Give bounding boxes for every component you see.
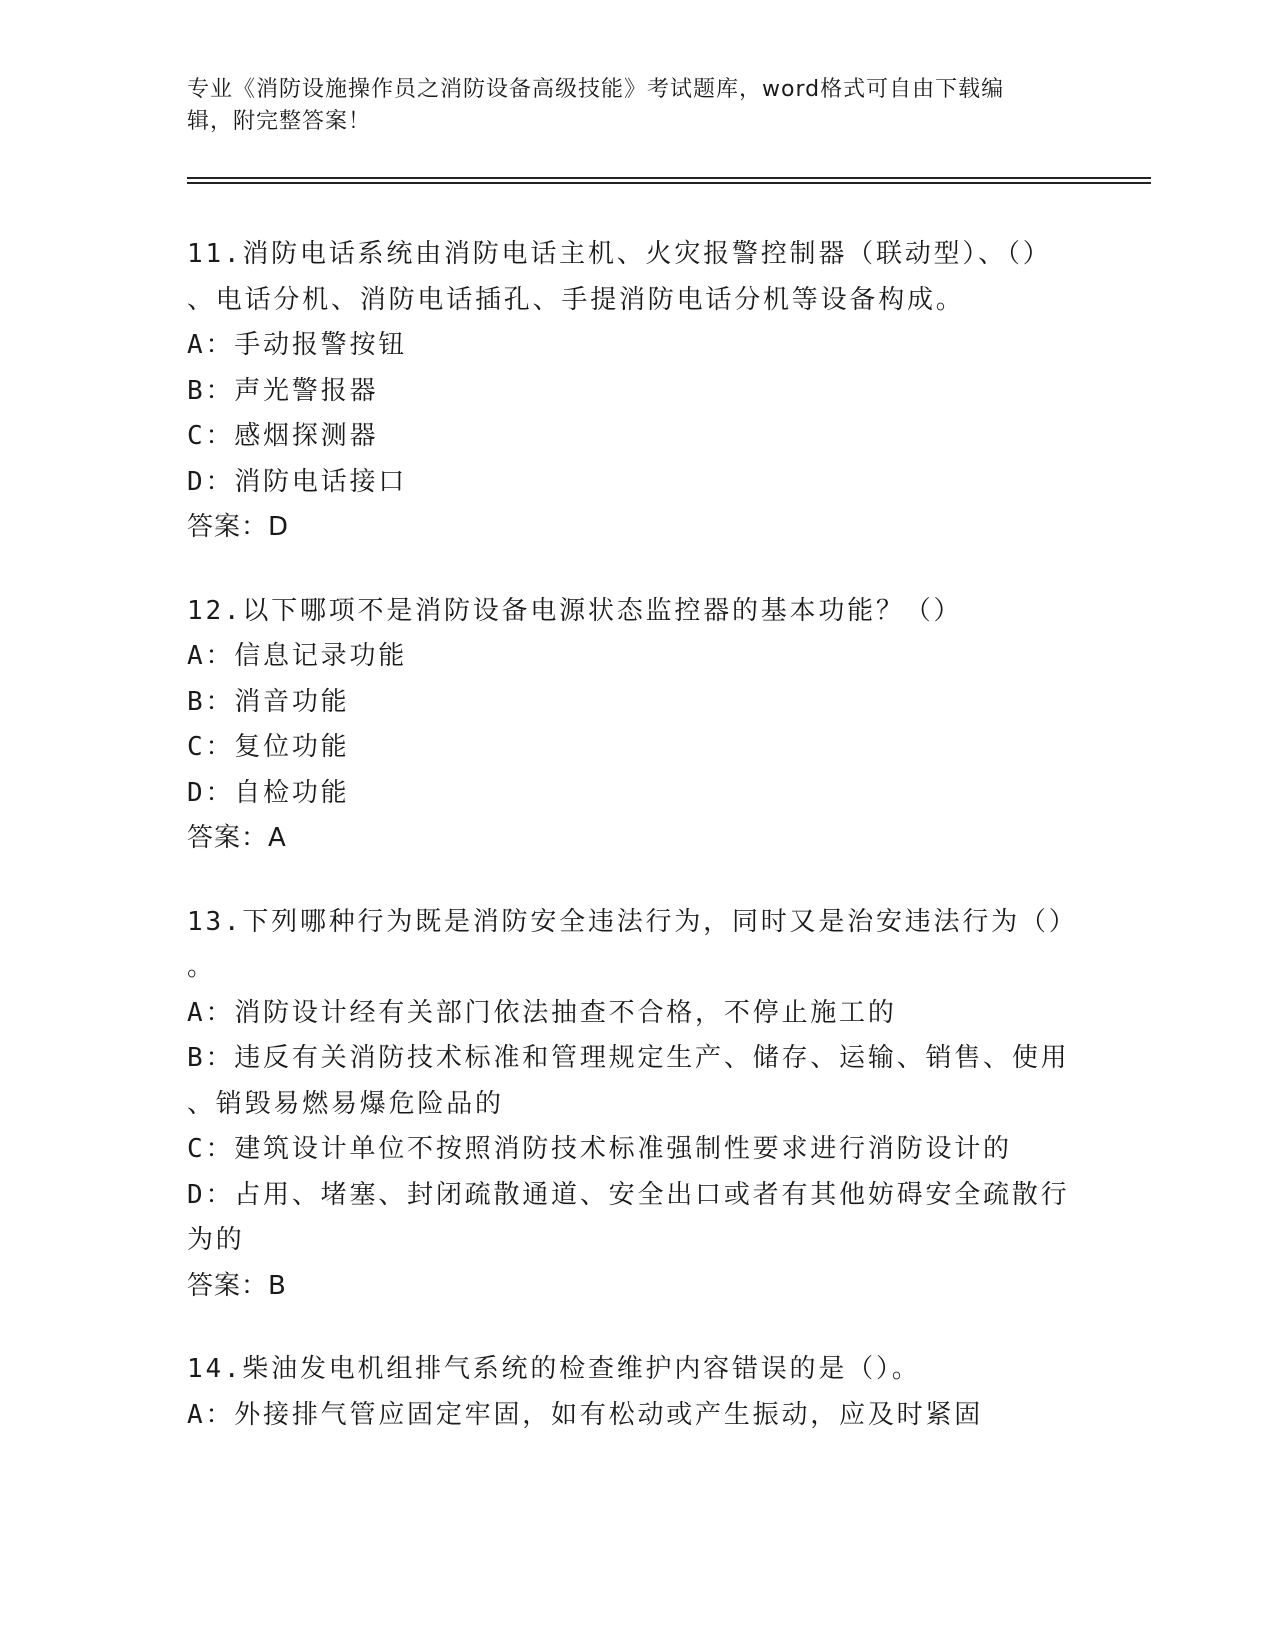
- option-a: A：消防设计经有关部门依法抽查不合格，不停止施工的: [187, 997, 897, 1028]
- option-b: B：声光警报器: [187, 375, 379, 406]
- option-d: D：占用、堵塞、封闭疏散通道、安全出口或者有其他妨碍安全疏散行: [187, 1179, 1070, 1210]
- option-a: A：手动报警按钮: [187, 330, 408, 360]
- answer: 答案：D: [187, 512, 290, 542]
- answer: 答案：A: [187, 823, 287, 853]
- question-stem: 14.柴油发电机组排气系统的检查维护内容错误的是（）。: [187, 1354, 921, 1384]
- option-b: B：违反有关消防技术标准和管理规定生产、储存、运输、销售、使用: [187, 1043, 1070, 1073]
- question-list: [187, 232, 1087, 1476]
- document-header: [187, 74, 1067, 138]
- option-c: C：感烟探测器: [187, 421, 379, 451]
- question-stem: 11.消防电话系统由消防电话主机、火灾报警控制器（联动型）、（）: [187, 239, 1052, 269]
- option-d: D：自检功能: [187, 777, 350, 808]
- question-12: [187, 589, 1087, 862]
- answer: 答案：B: [187, 1270, 287, 1301]
- option-b: B：消音功能: [187, 686, 350, 717]
- question-stem: 。: [187, 952, 216, 982]
- question-13: [187, 900, 1087, 1310]
- option-d: 为的: [187, 1225, 245, 1255]
- header-rule-bottom: [187, 182, 1151, 184]
- question-stem: 13.下列哪种行为既是消防安全违法行为，同时又是治安违法行为（）: [187, 906, 1078, 937]
- question-14: [187, 1347, 1087, 1438]
- header-line-1: 专业《消防设施操作员之消防设备高级技能》考试题库，word格式可自由下载编: [187, 77, 1005, 102]
- header-rule-top: [187, 177, 1151, 179]
- option-a: A：外接排气管应固定牢固，如有松动或产生振动，应及时紧固: [187, 1399, 984, 1430]
- question-11: [187, 232, 1087, 551]
- option-d: D：消防电话接口: [187, 466, 408, 497]
- option-b: 、销毁易燃易爆危险品的: [187, 1088, 504, 1119]
- option-a: A：信息记录功能: [187, 641, 408, 671]
- header-line-2: 辑，附完整答案！: [187, 109, 372, 134]
- question-stem: 12.以下哪项不是消防设备电源状态监控器的基本功能？（）: [187, 595, 963, 626]
- question-stem: 、电话分机、消防电话插孔、手提消防电话分机等设备构成。: [187, 284, 965, 315]
- option-c: C：建筑设计单位不按照消防技术标准强制性要求进行消防设计的: [187, 1134, 1012, 1164]
- option-c: C：复位功能: [187, 732, 350, 762]
